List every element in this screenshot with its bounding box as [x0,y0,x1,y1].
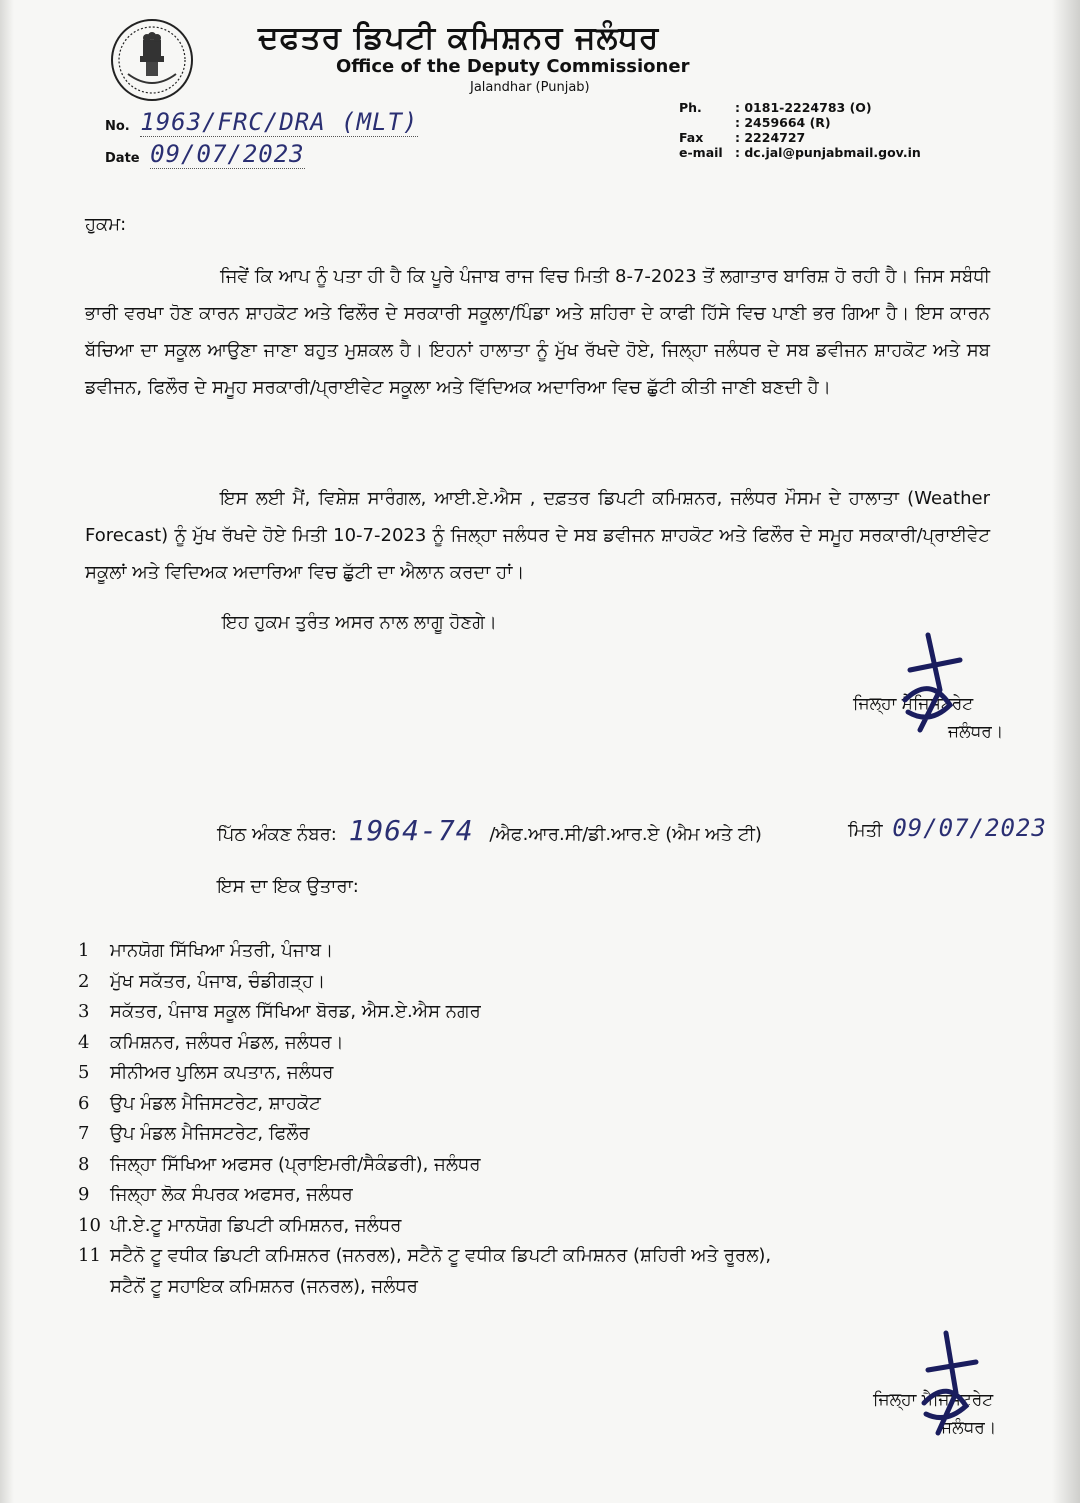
endorsement-suffix: /ਐਫ.ਆਰ.ਸੀ/ਡੀ.ਆਰ.ਏ (ਐਮ ਅਤੇ ਟੀ) [489,824,762,845]
list-item-text: ਉਪ ਮੰਡਲ ਮੈਜਿਸਟਰੇਟ, ਫਿਲੌਰ [110,1123,310,1144]
list-item-text: ਸੀਨੀਅਰ ਪੁਲਿਸ ਕਪਤਾਨ, ਜਲੰਧਰ [110,1062,334,1083]
order-paragraph-2: ਇਸ ਲਈ ਮੈਂ, ਵਿਸ਼ੇਸ਼ ਸਾਰੰਗਲ, ਆਈ.ਏ.ਐਸ , ਦਫ਼ਤਰ ਡਿਪਟੀ ਕਮਿਸ਼ਨਰ, ਜਲੰਧਰ ਮੌਸਮ ਦੇ ਹਾਲਾਤਾ (Weather Forecast) ਨੂੰ ਮੁੱਖ ਰੱਖਦੇ ਹੋਏ ਮਿਤੀ 10-7-2023 ਨੂੰ ਜਿਲ੍ਹਾ ਜਲੰਧਰ ਦੇ ਸਬ ਡਵੀਜਨ ਸ਼ਾਹਕੋਟ ਅਤੇ ਫਿਲੌਰ ਦੇ ਸਮੂਹ ਸਰਕਾਰੀ/ਪ੍ਰਾਈਵੇਟ ਸਕੂਲਾਂ ਅਤੇ ਵਿਦਿਅਕ ਅਦਾਰਿਆ ਵਿਚ ਛੁੱਟੀ ਦਾ ਐਲਾਨ ਕਰਦਾ ਹਾਂ। [85,488,990,583]
list-item-number: 4 [78,1031,90,1053]
phone-office: : 0181-2224783 (O) [735,100,872,115]
list-item-number: 8 [78,1153,90,1175]
phone-residence: : 2459664 (R) [735,115,831,130]
copy-heading: ਇਸ ਦਾ ਇਕ ਉਤਾਰਾ: [217,876,359,897]
list-item-number: 6 [78,1092,90,1114]
signature-location: ਜਲੰਧਰ। [941,1418,997,1438]
order-paragraph-3: ਇਹ ਹੁਕਮ ਤੁਰੰਤ ਅਸਰ ਨਾਲ ਲਾਗੂ ਹੋਣਗੇ। [222,612,497,633]
signature-location: ਜਲੰਧਰ। [948,722,1004,742]
list-item-text: ਸਕੱਤਰ, ਪੰਜਾਬ ਸਕੂਲ ਸਿੱਖਿਆ ਬੋਰਡ, ਐਸ.ਏ.ਐਸ ਨਗਰ [110,1001,481,1022]
list-item-number: 11 [78,1245,101,1266]
office-title-punjabi: ਦਫਤਰ ਡਿਪਟੀ ਕਮਿਸ਼ਨਰ ਜਲੰਧਰ [258,20,660,56]
list-item-number: 10 [78,1214,101,1236]
ashoka-emblem-seal-icon [110,18,194,102]
list-item-text: ਕਮਿਸ਼ਨਰ, ਜਲੰਧਰ ਮੰਡਲ, ਜਲੰਧਰ। [110,1031,344,1053]
signature-designation: ਜਿਲ੍ਹਾ ਮੈਜਿਸਟਰੇਟ [853,694,974,714]
endorsement-row [217,814,762,847]
list-item-number: 2 [78,970,90,992]
endorsement-label: ਪਿੱਠ ਅੰਕਣ ਨੰਬਰ: [217,824,337,845]
list-item-text: ਮੁੱਖ ਸਕੱਤਰ, ਪੰਜਾਬ, ਚੰਡੀਗੜ੍ਹ। [110,970,326,992]
scan-edge-left [0,0,14,1503]
handwritten-signature-2 [910,1328,990,1438]
endorsement-number: 1964-74 [348,814,474,847]
email-address: : dc.jal@punjabmail.gov.in [735,145,921,160]
order-paragraph-1: ਜਿਵੇਂ ਕਿ ਆਪ ਨੂੰ ਪਤਾ ਹੀ ਹੈ ਕਿ ਪੂਰੇ ਪੰਜਾਬ ਰਾਜ ਵਿਚ ਮਿਤੀ 8-7-2023 ਤੋਂ ਲਗਾਤਾਰ ਬਾਰਿਸ਼ ਹੋ ਰਹੀ ਹੈ। ਜਿਸ ਸਬੰਧੀ ਭਾਰੀ ਵਰਖਾ ਹੋਣ ਕਾਰਨ ਸ਼ਾਹਕੋਟ ਅਤੇ ਫਿਲੌਰ ਦੇ ਸਰਕਾਰੀ ਸਕੂਲਾ/ਪਿੰਡਾ ਅਤੇ ਸ਼ਹਿਰਾ ਦੇ ਕਾਫੀ ਹਿੱਸੇ ਵਿਚ ਪਾਣੀ ਭਰ ਗਿਆ ਹੈ। ਇਸ ਕਾਰਨ ਬੱਚਿਆ ਦਾ ਸਕੂਲ ਆਉਣਾ ਜਾਣਾ ਬਹੁਤ ਮੁਸ਼ਕਲ ਹੈ। ਇਹਨਾਂ ਹਾਲਾਤਾ ਨੂੰ ਮੁੱਖ ਰੱਖਦੇ ਹੋਏ, ਜਿਲ੍ਹਾ ਜਲੰਧਰ ਦੇ ਸਬ ਡਵੀਜਨ ਸ਼ਾਹਕੋਟ ਅਤੇ ਸਬ ਡਵੀਜਨ, ਫਿਲੌਰ ਦੇ ਸਮੂਹ ਸਰਕਾਰੀ/ਪ੍ਰਾਈਵੇਟ ਸਕੂਲਾ ਅਤੇ ਵਿੱਦਿਅਕ ਅਦਾਰਿਆ ਵਿਚ ਛੁੱਟੀ ਕੀਤੀ ਜਾਣੀ ਬਣਦੀ ਹੈ। [85,266,990,398]
list-item-number: 7 [78,1123,90,1144]
list-item-text: ਉਪ ਮੰਡਲ ਮੈਜਿਸਟਰੇਟ, ਸ਼ਾਹਕੋਟ [110,1092,321,1114]
list-item-text: ਪੀ.ਏ.ਟੂ ਮਾਨਯੋਗ ਡਿਪਟੀ ਕਮਿਸ਼ਨਰ, ਜਲੰਧਰ [110,1214,402,1236]
order-heading: ਹੁਕਮ: [85,214,127,235]
list-item-text: ਸਟੈਨੋ ਟੂ ਵਧੀਕ ਡਿਪਟੀ ਕਮਿਸ਼ਨਰ (ਜਨਰਲ), ਸਟੈਨੋ ਟੂ ਵਧੀਕ ਡਿਪਟੀ ਕਮਿਸ਼ਨਰ (ਸ਼ਹਿਰੀ ਅਤੇ ਰੂਰਲ), [110,1245,772,1266]
fax-number: : 2224727 [735,130,806,145]
scan-edge-right [1052,0,1080,1503]
phone-label: Ph. [679,100,702,115]
list-item-number: 5 [78,1062,90,1083]
office-city: Jalandhar (Punjab) [470,80,590,95]
reference-number-value: 1963/FRC/DRA (MLT) [140,108,419,136]
fax-label: Fax [679,130,704,145]
list-item-number: 1 [78,940,90,961]
reference-number-row [105,108,418,136]
list-item-number: 3 [78,1001,90,1022]
endorsement-date-label: ਮਿਤੀ [848,820,883,841]
endorsement-date-row [848,814,1047,842]
reference-date-row [105,140,305,168]
list-item-number: 9 [78,1184,90,1205]
reference-number-label: No. [105,119,130,134]
list-item-text: ਸਟੈਨੋਂ ਟੂ ਸਹਾਇਕ ਕਮਿਸ਼ਨਰ (ਜਨਰਲ), ਜਲੰਧਰ [110,1275,418,1297]
reference-date-value: 09/07/2023 [150,140,305,168]
signature-designation: ਜਿਲ੍ਹਾ ਮੈਜਿਸਟਰੇਟ [873,1390,994,1410]
list-item-text: ਮਾਨਯੋਗ ਸਿੱਖਿਆ ਮੰਤਰੀ, ਪੰਜਾਬ। [110,940,334,961]
reference-date-label: Date [105,151,140,166]
email-label: e-mail [679,145,723,160]
list-item-text: ਜਿਲ੍ਹਾ ਸਿੱਖਿਆ ਅਫਸਰ (ਪ੍ਰਾਇਮਰੀ/ਸੈਕੰਡਰੀ), ਜਲੰਧਰ [110,1153,481,1175]
handwritten-signature-1 [890,630,980,740]
contact-block [679,100,921,160]
list-item-text: ਜਿਲ੍ਹਾ ਲੋਕ ਸੰਪਰਕ ਅਫਸਰ, ਜਲੰਧਰ [110,1184,353,1205]
endorsement-date-value: 09/07/2023 [892,814,1047,842]
office-title-english: Office of the Deputy Commissioner [336,56,690,77]
